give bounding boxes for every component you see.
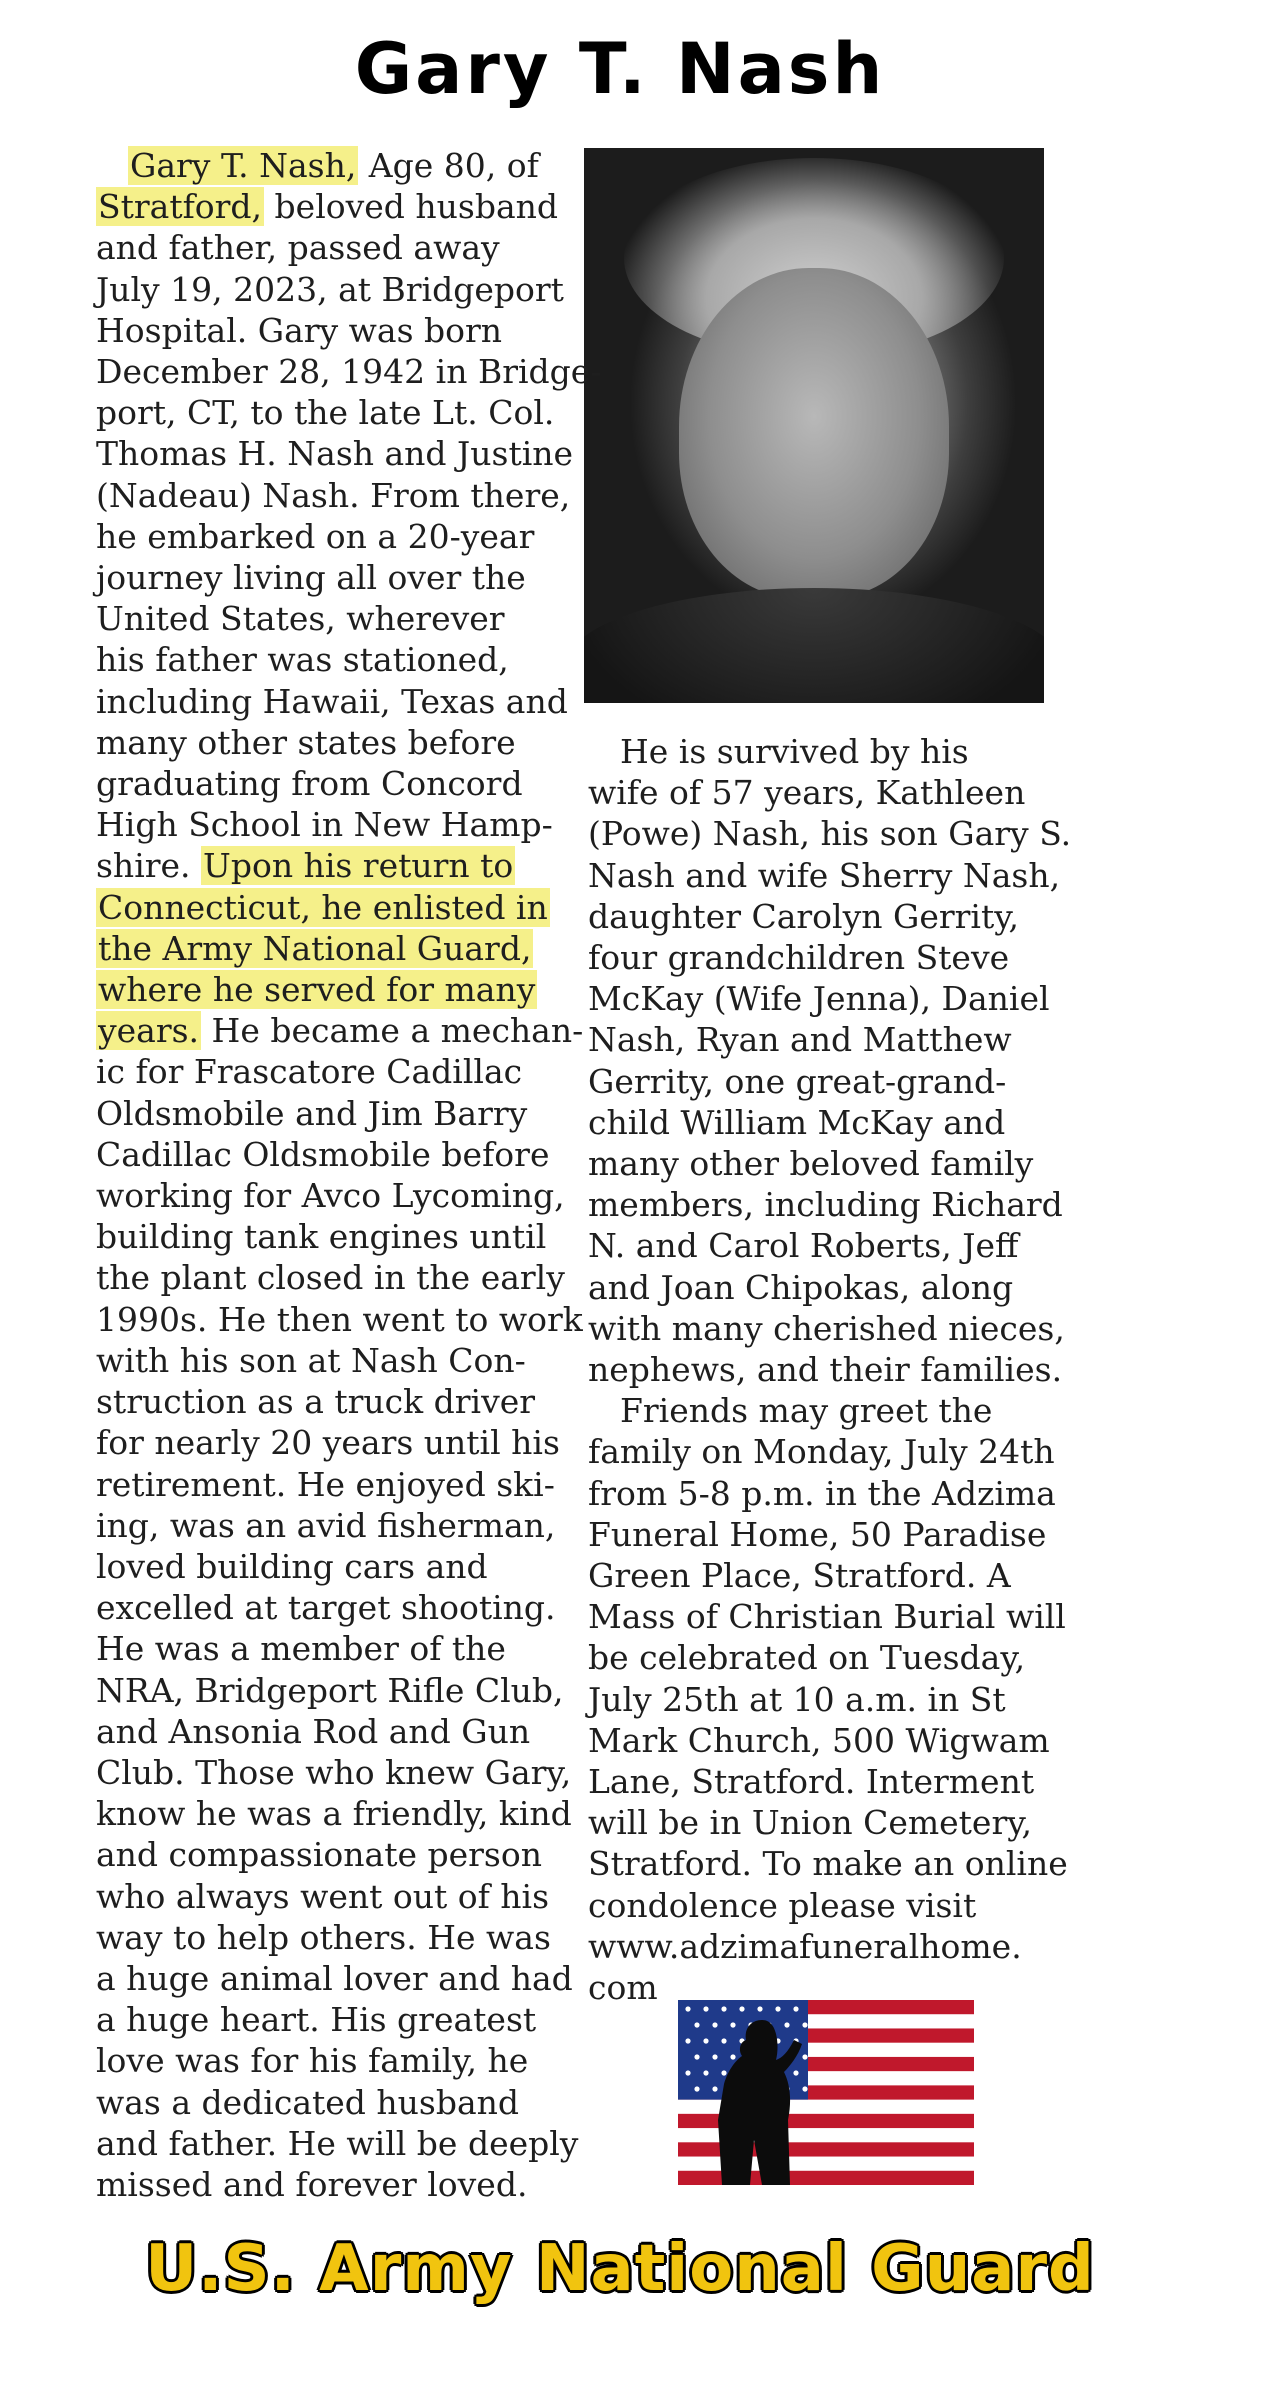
line-text: know he was a friendly, kind: [96, 1794, 572, 1834]
obituary-line: four grandchildren Steve: [588, 938, 1010, 978]
obituary-line: Lane, Stratford. Interment: [588, 1762, 1035, 1802]
obituary-line: [96, 639, 566, 680]
obituary-line: [96, 598, 566, 639]
obituary-line: [96, 227, 566, 268]
line-text: ing, was an avid fisherman,: [96, 1505, 556, 1545]
line-text: and Ansonia Rod and Gun: [96, 1711, 531, 1751]
line-text: who always went out of his: [96, 1876, 550, 1916]
obituary-line: Gerrity, one great-grand-: [588, 1061, 1007, 1101]
obituary-line: [96, 1711, 566, 1752]
obituary-line: [96, 516, 566, 557]
line-text: and father, passed away: [96, 228, 500, 268]
obituary-line: condolence please visit: [588, 1885, 977, 1925]
obituary-line: [96, 722, 566, 763]
obituary-line: [96, 1834, 566, 1875]
obituary-line: be celebrated on Tuesday,: [588, 1638, 1026, 1678]
obituary-line: [96, 804, 566, 845]
line-text: Club. Those who knew Gary,: [96, 1752, 572, 1792]
obituary-line: (Powe) Nash, his son Gary S.: [588, 814, 1072, 854]
obituary-line: [96, 2040, 566, 2081]
obituary-line: [96, 1505, 566, 1546]
obituary-right-column: [588, 731, 1072, 2008]
obituary-line: [96, 1958, 573, 1999]
obituary-line: [96, 1216, 566, 1257]
obituary-line: [96, 269, 566, 310]
line-text: NRA, Bridgeport Rifle Club,: [96, 1670, 564, 1710]
obituary-line: N. and Carol Roberts, Jeff: [588, 1226, 1019, 1266]
obituary-line: [96, 845, 566, 886]
obituary-line: [96, 1134, 566, 1175]
line-text: Hospital. Gary was born: [96, 310, 503, 350]
obituary-line: [96, 681, 566, 722]
obituary-line: [96, 1752, 572, 1793]
obituary-line: [96, 145, 566, 186]
obituary-line: Stratford. To make an online: [588, 1844, 1068, 1884]
line-text: He became a mechan-: [201, 1011, 584, 1051]
obituary-line: nephews, and their families.: [588, 1350, 1063, 1390]
highlighted-text: Upon his return to: [203, 846, 514, 886]
highlighted-text: where he served for many: [98, 970, 536, 1010]
obituary-line: [96, 763, 566, 804]
obituary-line: [96, 2123, 579, 2164]
army-national-guard-banner: U.S. Army National Guard: [145, 2232, 1095, 2306]
line-text: Age 80, of: [358, 146, 539, 185]
highlighted-text: Connecticut, he enlisted in: [98, 887, 548, 927]
obituary-line: [96, 1257, 566, 1298]
obituary-line: [96, 1299, 583, 1340]
line-text: (Nadeau) Nash. From there,: [96, 475, 571, 515]
line-text: journey living all over the: [96, 558, 526, 598]
obituary-line: [96, 475, 571, 516]
line-text: way to help others. He was: [96, 1917, 551, 1957]
obituary-line: [96, 928, 566, 969]
line-text: love was for his family, he: [96, 2041, 529, 2081]
obituary-line: daughter Carolyn Gerrity,: [588, 896, 1019, 936]
highlighted-text: Gary T. Nash,: [130, 146, 357, 185]
highlighted-text: the Army National Guard,: [98, 928, 532, 968]
obituary-left-column: [96, 145, 602, 2205]
obituary-line: with many cherished nieces,: [588, 1308, 1065, 1348]
obituary-line: [96, 1175, 566, 1216]
line-text: High School in New Hamp-: [96, 805, 553, 845]
obituary-line: wife of 57 years, Kathleen: [588, 773, 1026, 813]
obituary-line: com: [588, 1968, 658, 2008]
obituary-line: [96, 1051, 566, 1092]
obituary-line: He is survived by his: [620, 732, 969, 771]
obituary-line: [96, 351, 602, 392]
obituary-line: [96, 392, 566, 433]
line-text: ic for Frascatore Cadillac: [96, 1052, 523, 1092]
obituary-line: [96, 186, 566, 227]
us-flag-saluting-soldier-icon: [678, 2000, 974, 2185]
highlighted-text: Stratford,: [98, 187, 263, 227]
obituary-line: [96, 1999, 566, 2040]
obituary-title: Gary T. Nash: [354, 28, 886, 110]
obituary-line: [96, 1093, 566, 1134]
line-text: December 28, 1942 in Bridge-: [96, 352, 602, 392]
obituary-line: members, including Richard: [588, 1185, 1063, 1225]
line-text: Oldsmobile and Jim Barry: [96, 1093, 528, 1133]
obituary-line: [96, 1917, 566, 1958]
line-text: July 19, 2023, at Bridgeport: [96, 269, 564, 309]
line-text: including Hawaii, Texas and: [96, 681, 568, 721]
obituary-line: www.adzimafuneralhome.: [588, 1926, 1022, 1966]
line-text: he embarked on a 20-year: [96, 516, 535, 556]
line-text: Cadillac Oldsmobile before: [96, 1134, 550, 1174]
portrait-photo: [584, 148, 1044, 703]
line-text: missed and forever loved.: [96, 2164, 528, 2204]
obituary-line: [96, 310, 566, 351]
obituary-line: Friends may greet the: [620, 1391, 993, 1431]
line-text: his father was stationed,: [96, 640, 509, 680]
obituary-line: [96, 1793, 572, 1834]
obituary-line: Green Place, Stratford. A: [588, 1556, 1011, 1596]
obituary-line: [96, 557, 566, 598]
line-text: loved building cars and: [96, 1546, 488, 1586]
line-text: port, CT, to the late Lt. Col.: [96, 393, 555, 433]
obituary-line: [96, 1670, 566, 1711]
line-text: excelled at target shooting.: [96, 1588, 556, 1628]
obituary-line: July 25th at 10 a.m. in St: [588, 1679, 1006, 1719]
line-text: 1990s. He then went to work: [96, 1299, 583, 1339]
obituary-line: [96, 2164, 566, 2205]
line-text: a huge animal lover and had: [96, 1958, 573, 1998]
obituary-line: Funeral Home, 50 Paradise: [588, 1514, 1047, 1554]
line-text: a huge heart. His greatest: [96, 2000, 537, 2040]
line-text: graduating from Concord: [96, 764, 523, 804]
line-text: for nearly 20 years until his: [96, 1423, 560, 1463]
obituary-line: [96, 1628, 566, 1669]
obituary-line: many other beloved family: [588, 1144, 1034, 1184]
obituary-line: [96, 2082, 566, 2123]
line-text: working for Avco Lycoming,: [96, 1176, 565, 1216]
obituary-line: [96, 1010, 584, 1051]
obituary-line: and Joan Chipokas, along: [588, 1267, 1014, 1307]
obituary-line: Mass of Christian Burial will: [588, 1597, 1066, 1637]
line-text: United States, wherever: [96, 599, 505, 639]
obituary-line: [96, 1381, 566, 1422]
obituary-line: [96, 887, 566, 928]
obituary-line: [96, 1422, 566, 1463]
obituary-line: family on Monday, July 24th: [588, 1432, 1055, 1472]
obituary-line: [96, 969, 566, 1010]
obituary-line: [96, 1876, 566, 1917]
line-text: building tank engines until: [96, 1217, 547, 1257]
obituary-line: Mark Church, 500 Wigwam: [588, 1720, 1050, 1760]
obituary-line: Nash and wife Sherry Nash,: [588, 855, 1061, 895]
line-text: the plant closed in the early: [96, 1258, 565, 1298]
obituary-line: [96, 433, 574, 474]
line-text: with his son at Nash Con-: [96, 1340, 526, 1380]
obituary-line: McKay (Wife Jenna), Daniel: [588, 979, 1050, 1019]
obituary-line: from 5-8 p.m. in the Adzima: [588, 1473, 1056, 1513]
line-text: struction as a truck driver: [96, 1382, 536, 1422]
line-text: He was a member of the: [96, 1629, 506, 1669]
obituary-line: child William McKay and: [588, 1102, 1006, 1142]
obituary-line: Nash, Ryan and Matthew: [588, 1020, 1012, 1060]
line-text: shire.: [96, 846, 202, 886]
line-text: beloved husband: [264, 187, 559, 227]
line-text: was a dedicated husband: [96, 2082, 520, 2122]
highlighted-text: years.: [98, 1011, 200, 1051]
line-text: many other states before: [96, 722, 516, 762]
line-text: and compassionate person: [96, 1835, 542, 1875]
obituary-line: [96, 1546, 566, 1587]
obituary-line: [96, 1587, 566, 1628]
obituary-line: will be in Union Cemetery,: [588, 1803, 1032, 1843]
obituary-line: [96, 1340, 566, 1381]
line-text: and father. He will be deeply: [96, 2123, 579, 2163]
line-text: retirement. He enjoyed ski-: [96, 1464, 555, 1504]
line-text: Thomas H. Nash and Justine: [96, 434, 574, 474]
obituary-line: [96, 1464, 566, 1505]
